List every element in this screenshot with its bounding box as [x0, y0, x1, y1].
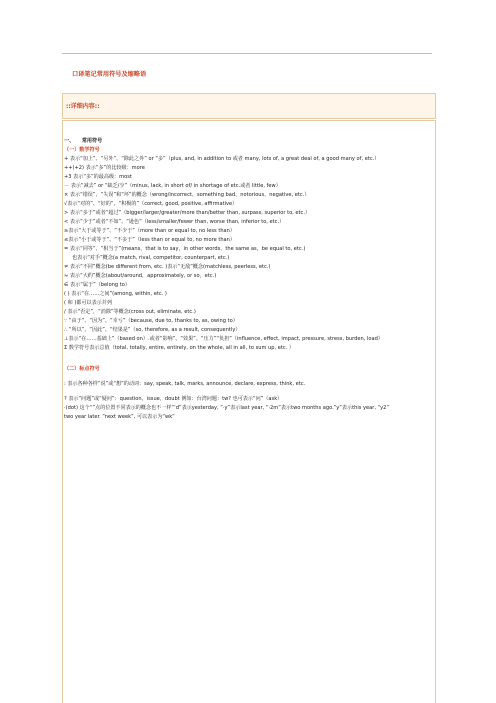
paragraph: + 表示“加上”、“另外”、“除此之外” or “多”（plus, and, in addition to 或者 many, lots of, a great deal of, a good many of, etc.）	[64, 156, 380, 162]
paragraph: Σ 数学符号表示总值（total, totally, entire, entirely, on the whole, all in all, to sum up, etc. ）	[64, 345, 294, 351]
paragraph: ⊥表示“在……基础上”（based on）.或者“影响”、“效果”、“压力”“负担”（influence, effect, impact, pressure, stress, burden, load）	[64, 336, 383, 342]
paragraph: ∈ 表示“属于”（belong to）	[64, 282, 130, 288]
paragraph: ++(+2) 表示“多”的比较级：more	[64, 165, 145, 171]
paragraph: > 表示“多于”或者“超过”（bigger/larger/greater/more than/better than, surpass, superior to, etc.）	[64, 210, 311, 216]
paragraph: ≈ 表示“大约”概念(about/around，approximately, or so，etc.)	[64, 273, 217, 279]
subsection-heading-math: （一）数学符号	[64, 147, 100, 153]
paragraph: / 表示“否定”，“消除”等概念(cross out, eliminate, etc.)	[64, 309, 196, 315]
page-title: 口译笔记常用符号及缩略语	[72, 71, 147, 78]
top-divider	[62, 53, 432, 54]
paragraph: ( 和 )都可以表示并列	[64, 300, 112, 306]
paragraph: ? 表示“问题”或“疑问”：question，issue，doubt 例如：台湾问题：tw? 也可表示“问”（ask）	[64, 396, 283, 402]
paragraph: ≠ 表示“不同”概念(be different from, etc. )表示“无敌”概念(matchless, peerless, etc.)	[64, 264, 271, 270]
detail-label: ::详细内容::	[66, 103, 100, 110]
subsection-heading-punctuation: （二）标点符号	[64, 366, 100, 372]
paragraph: ≥表示“大于或等于”、“不少于”（more than or equal to, no less than）	[64, 228, 235, 234]
paragraph: ·(dot) 这个“”点的位置不同表示的概念也不一样“‘d”表示yesterday, “·y”表示last year, “·2m”表示two months ago.“y”表示this year, “y2” two year later. “next week”, 可以表示为“wk”	[64, 405, 389, 420]
spacer	[64, 353, 394, 359]
detail-header-box	[62, 93, 436, 119]
paragraph: +3 表示“多”的最高级：most	[64, 174, 132, 180]
paragraph: × 表示“错误”、“失误”和“坏”的概念（wrong/incorrect、something bad、notorious、negative, etc.）	[64, 192, 310, 198]
paragraph: ≤表示“小于或等于”、“不多于”（less than or equal to, no more than）	[64, 237, 235, 243]
paragraph: < 表示“少于”或者“不如”、“逊色”（less/smaller/fewer than, worse than, inferior to, etc.）	[64, 219, 285, 225]
paragraph: = 表示“同等”、“相当于”(means，that is to say，in other words，the same as，be equal to, etc.)	[64, 246, 306, 252]
paragraph: ∴ “所以”、“因此”、“结果是”（so, therefore, as a result, consequently）	[64, 327, 241, 333]
paragraph: ( ) 表示“在……之间”(among, within, etc. )	[64, 291, 167, 297]
paragraph: － 表示“减去” or “缺乏/少”（minus, lack, in short of/ in shortage of etc.或者 little, few）	[64, 183, 281, 189]
paragraph: 也表示“对手”概念(a match, rival, competitor, counterpart, etc.)	[72, 255, 230, 261]
paragraph: √表示“对的”、“好的”、“积极的”（correct, good, positive, affirmative）	[64, 201, 238, 207]
paragraph: ∵ “由于”、“因为”、“幸亏”（because, due to, thanks to, as, owing to）	[64, 318, 238, 324]
section-heading: 一、 常用符号	[64, 138, 103, 144]
article-body	[64, 137, 394, 422]
paragraph: : 表示各种各样“说”或“想”的动词：say, speak, talk, marks, announce, declare, express, think, etc.	[64, 381, 306, 387]
